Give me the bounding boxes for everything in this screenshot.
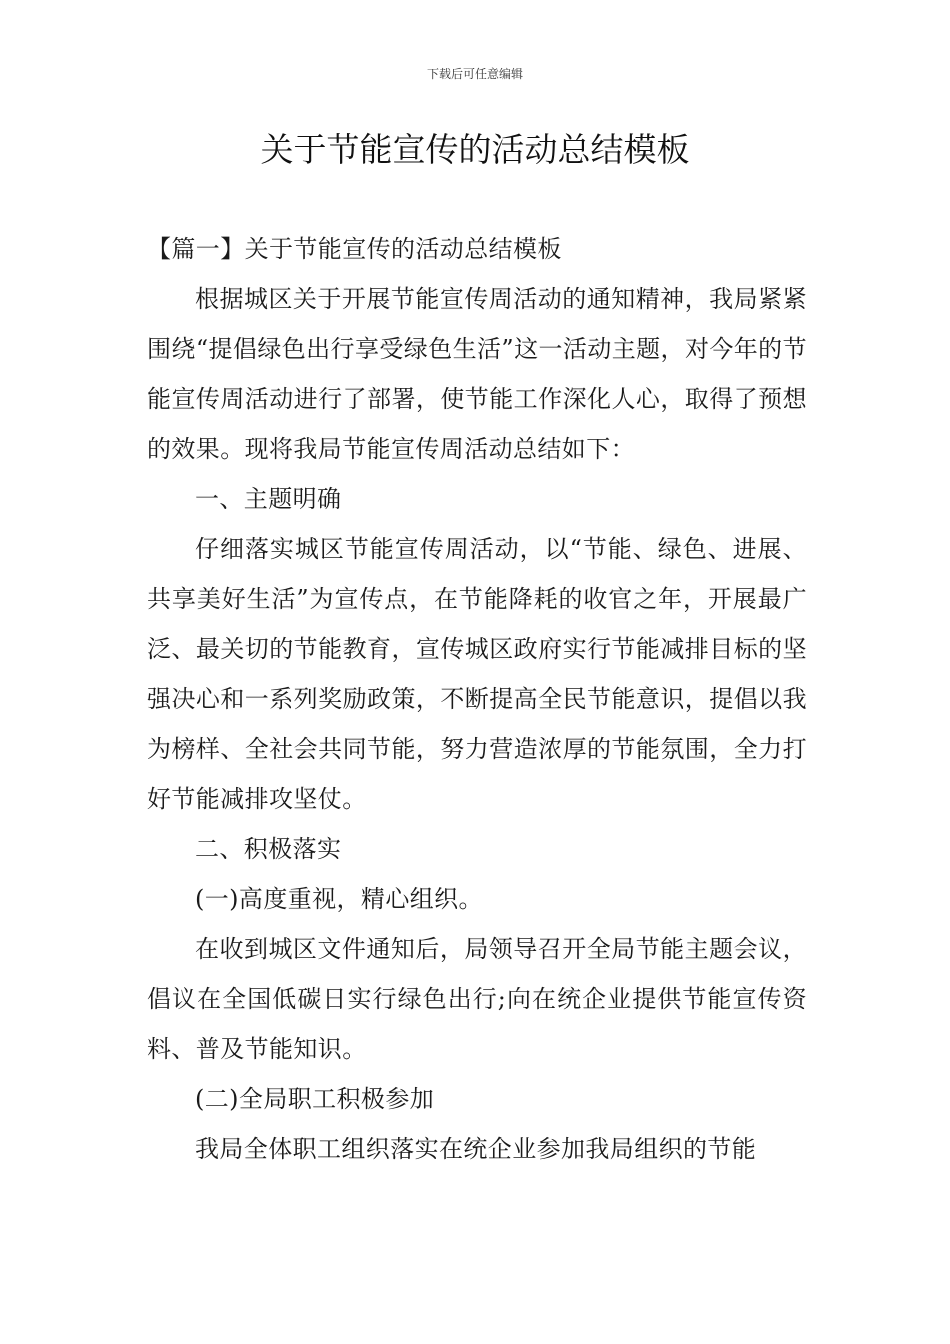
subheading-organization: (一)高度重视，精心组织。	[195, 885, 483, 913]
heading-implementation: 二、积极落实	[195, 835, 342, 863]
paragraph-participation: 我局全体职工组织落实在统企业参加我局组织的节能	[195, 1135, 757, 1163]
heading-theme: 一、主题明确	[195, 485, 342, 513]
paragraph-theme: 仔细落实城区节能宣传周活动，以“节能、绿色、进展、共享美好生活”为宣传点，在节能降耗的收官之年，开展最广泛、最关切的节能教育，宣传城区政府实行节能减排目标的坚强决心和一系列奖励政策，不断提高全民节能意识，提倡以我为榜样、全社会共同节能，努力营造浓厚的节能氛围，全力打好节能减排攻坚仗。	[147, 535, 807, 813]
header-note: 下载后可任意编辑	[426, 67, 523, 81]
document-title: 关于节能宣传的活动总结模板	[260, 130, 690, 169]
paragraph-organization: 在收到城区文件通知后，局领导召开全局节能主题会议，倡议在全国低碳日实行绿色出行;向在统企业提供节能宣传资料、普及节能知识。	[147, 935, 807, 1063]
document-body	[147, 224, 807, 1174]
subheading-participation: (二)全局职工积极参加	[195, 1085, 435, 1113]
section-title: 【篇一】关于节能宣传的活动总结模板	[147, 235, 562, 263]
paragraph-intro: 根据城区关于开展节能宣传周活动的通知精神，我局紧紧围绕“提倡绿色出行享受绿色生活”这一活动主题，对今年的节能宣传周活动进行了部署，使节能工作深化人心，取得了预想的效果。现将我局节能宣传周活动总结如下：	[147, 285, 807, 463]
